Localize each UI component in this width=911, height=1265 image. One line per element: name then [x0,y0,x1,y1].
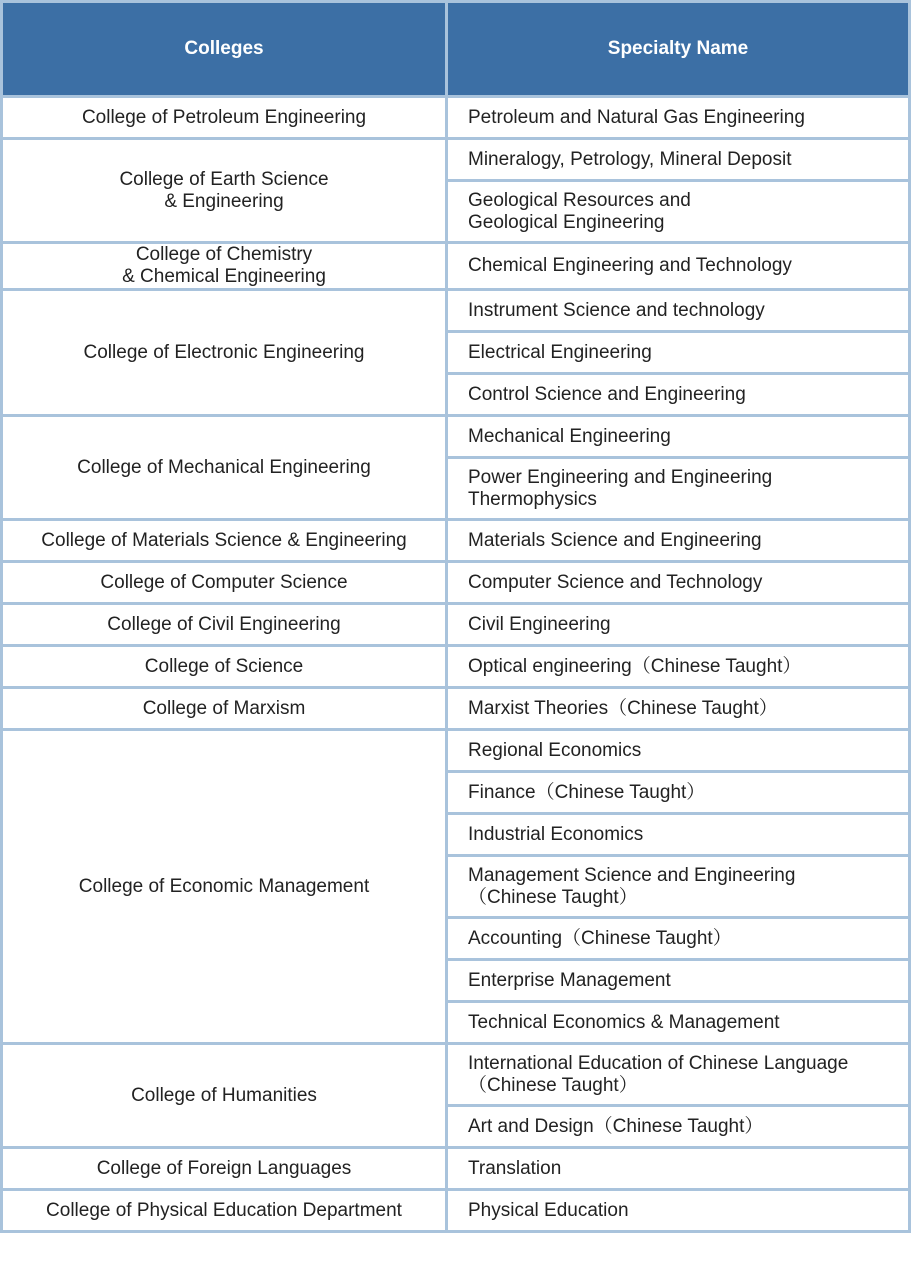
specialty-cell [448,1003,908,1042]
specialty-cell [448,1107,908,1146]
specialty-cell [448,919,908,958]
specialty-cell [448,1045,908,1104]
specialty-name: Translation [468,1157,562,1179]
table-row [3,1045,908,1104]
table-row [3,563,908,602]
college-name: College of Science [144,655,304,677]
college-cell [3,731,445,1042]
specialty-cell [448,605,908,644]
specialty-cell [448,417,908,456]
specialty-name: Finance（Chinese Taught） [468,781,706,803]
specialty-name: Accounting（Chinese Taught） [468,927,732,949]
header-colleges: Colleges [3,3,445,95]
college-cell [3,1149,445,1188]
table-row [3,647,908,686]
table-row [3,689,908,728]
college-cell [3,1191,445,1230]
college-name: College of Civil Engineering [107,613,341,635]
specialty-cell [448,857,908,916]
table-row [3,605,908,644]
table-row [3,731,908,770]
college-cell [3,647,445,686]
specialty-name: Materials Science and Engineering [468,529,762,551]
specialty-cell [448,647,908,686]
specialty-cell [448,731,908,770]
specialty-cell [448,815,908,854]
specialty-cell [448,459,908,518]
specialty-cell [448,521,908,560]
specialty-name: Mechanical Engineering [468,425,671,447]
specialty-cell [448,244,908,288]
specialty-cell [448,140,908,179]
specialty-name: Marxist Theories（Chinese Taught） [468,697,778,719]
specialty-name: Optical engineering（Chinese Taught） [468,655,802,677]
specialty-name: Industrial Economics [468,823,644,845]
specialty-cell [448,182,908,241]
college-cell [3,1045,445,1146]
college-cell [3,291,445,414]
specialty-name: Mineralogy, Petrology, Mineral Deposit [468,148,792,170]
college-cell [3,417,445,518]
specialty-name: Electrical Engineering [468,341,652,363]
specialty-cell [448,333,908,372]
table-row [3,1191,908,1230]
college-name: College of Petroleum Engineering [81,106,367,128]
table-body [3,98,908,1230]
specialty-cell [448,773,908,812]
specialty-cell [448,563,908,602]
specialty-cell [448,98,908,137]
header-row [3,3,908,95]
table-row [3,291,908,330]
college-name: College of Materials Science & Engineering [41,529,407,551]
specialty-cell [448,689,908,728]
college-name: College of Marxism [142,697,306,719]
table-row [3,1149,908,1188]
college-cell [3,244,445,288]
college-name: College of Physical Education Department [46,1199,402,1221]
specialty-cell [448,1149,908,1188]
table-row [3,98,908,137]
specialty-name: Enterprise Management [468,969,671,991]
specialty-cell [448,291,908,330]
college-name: College of Earth Science & Engineering [119,168,329,212]
specialty-name: Petroleum and Natural Gas Engineering [468,106,805,128]
college-name: College of Humanities [131,1084,317,1106]
college-cell [3,605,445,644]
table-row [3,244,908,288]
specialty-cell [448,375,908,414]
college-cell [3,140,445,241]
specialty-name: Management Science and Engineering （Chinese Taught） [468,864,796,908]
college-cell [3,689,445,728]
header-specialty-name: Specialty Name [448,3,908,95]
college-name: College of Chemistry & Chemical Engineering [122,244,326,287]
specialty-cell [448,1191,908,1230]
specialty-cell [448,961,908,1000]
specialty-name: Civil Engineering [468,613,611,635]
specialty-name: Technical Economics & Management [468,1011,780,1033]
specialty-name: Regional Economics [468,739,642,761]
specialty-name: Instrument Science and technology [468,299,765,321]
college-name: College of Economic Management [78,875,370,897]
specialty-name: International Education of Chinese Language （Chinese Taught） [468,1052,849,1096]
specialty-name: Geological Resources and Geological Engineering [468,189,691,233]
specialty-name: Control Science and Engineering [468,383,746,405]
table-row [3,417,908,456]
specialty-name: Physical Education [468,1199,629,1221]
specialty-name: Computer Science and Technology [468,571,763,593]
college-name: College of Computer Science [100,571,348,593]
table-row [3,521,908,560]
table-row [3,140,908,179]
college-name: College of Electronic Engineering [83,341,365,363]
specialty-name: Power Engineering and Engineering Thermophysics [468,466,773,510]
college-name: College of Foreign Languages [96,1157,352,1179]
college-cell [3,98,445,137]
college-cell [3,563,445,602]
specialty-name: Art and Design（Chinese Taught） [468,1115,764,1137]
college-cell [3,521,445,560]
specialty-name: Chemical Engineering and Technology [468,255,792,276]
college-name: College of Mechanical Engineering [77,456,371,478]
